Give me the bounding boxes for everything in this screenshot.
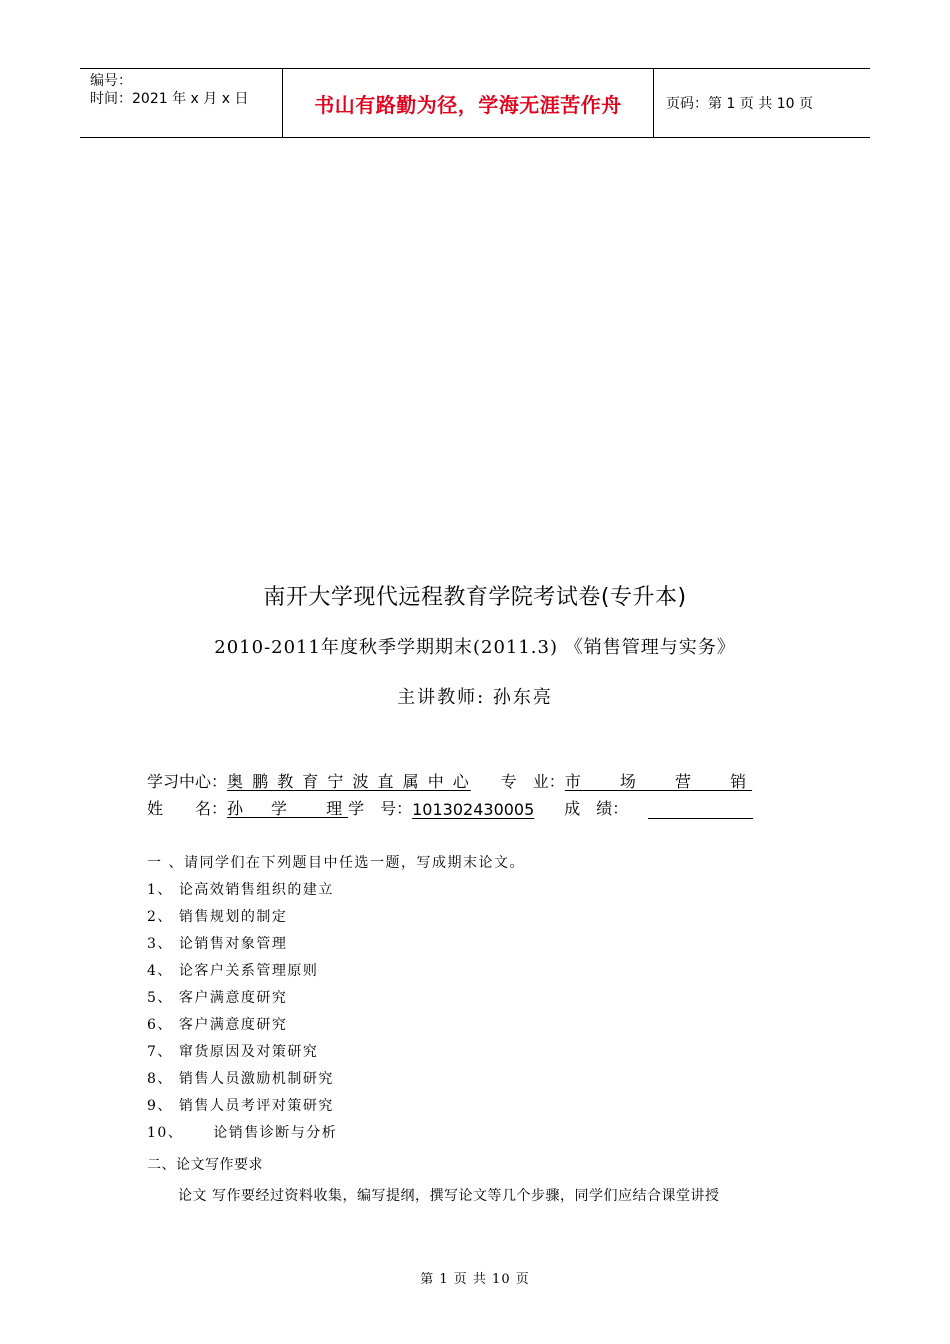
score-blank bbox=[648, 802, 753, 819]
id-label: 学 号： bbox=[348, 799, 413, 818]
name-value: 孙 学 理 bbox=[227, 799, 349, 818]
topic-item: 3、 论销售对象管理 bbox=[147, 936, 288, 952]
center-label: 学习中心： bbox=[147, 772, 228, 791]
topic-item: 7、 窜货原因及对策研究 bbox=[147, 1044, 319, 1060]
motto: 书山有路勤为径，学海无涯苦作舟 bbox=[282, 69, 654, 137]
topic-item: 1、 论高效销售组织的建立 bbox=[147, 882, 334, 898]
exam-title: 南开大学现代远程教育学院考试卷(专升本) bbox=[263, 585, 687, 610]
section-two-heading: 二、论文写作要求 bbox=[147, 1157, 263, 1173]
topic-item: 8、 销售人员激励机制研究 bbox=[147, 1071, 334, 1087]
body-paragraph: 论文 写作要经过资料收集，编写提纲，撰写论文等几个步骤，同学们应结合课堂讲授 bbox=[178, 1188, 720, 1204]
section-one-heading: 一 、请同学们在下列题目中任选一题，写成期末论文。 bbox=[147, 855, 525, 871]
major-value: 市 场 营 销 bbox=[564, 772, 753, 791]
teacher-line: 主讲教师: 孙东亮 bbox=[397, 687, 553, 708]
info-row-name bbox=[147, 797, 753, 819]
topic-item: 6、 客户满意度研究 bbox=[147, 1017, 288, 1033]
topic-item: 2、 销售规划的制定 bbox=[147, 909, 288, 925]
topic-item: 5、 客户满意度研究 bbox=[147, 990, 288, 1006]
topic-item: 4、 论客户关系管理原则 bbox=[147, 963, 319, 979]
topic-item: 10、 论销售诊断与分析 bbox=[147, 1125, 338, 1141]
header-page-info: 页码：第 1 页 共 10 页 bbox=[666, 96, 813, 112]
name-label: 姓 名： bbox=[147, 799, 228, 818]
student-id-value: 101302430005 bbox=[412, 800, 535, 819]
exam-subtitle: 2010-2011年度秋季学期期末(2011.3) 《销售管理与实务》 bbox=[214, 637, 736, 658]
center-value: 奥 鹏 教 育 宁 波 直 属 中 心 bbox=[227, 772, 471, 791]
header-left-cell bbox=[80, 69, 282, 137]
number-label: 编号： bbox=[90, 73, 132, 89]
topic-item: 9、 销售人员考评对策研究 bbox=[147, 1098, 334, 1114]
info-row-center bbox=[147, 770, 752, 792]
time-label: 时间：2021 年 x 月 x 日 bbox=[90, 91, 249, 107]
page-header bbox=[80, 68, 870, 138]
page-footer: 第 1 页 共 10 页 bbox=[420, 1272, 530, 1287]
score-label: 成 绩： bbox=[564, 799, 629, 818]
major-label: 专 业： bbox=[500, 772, 565, 791]
